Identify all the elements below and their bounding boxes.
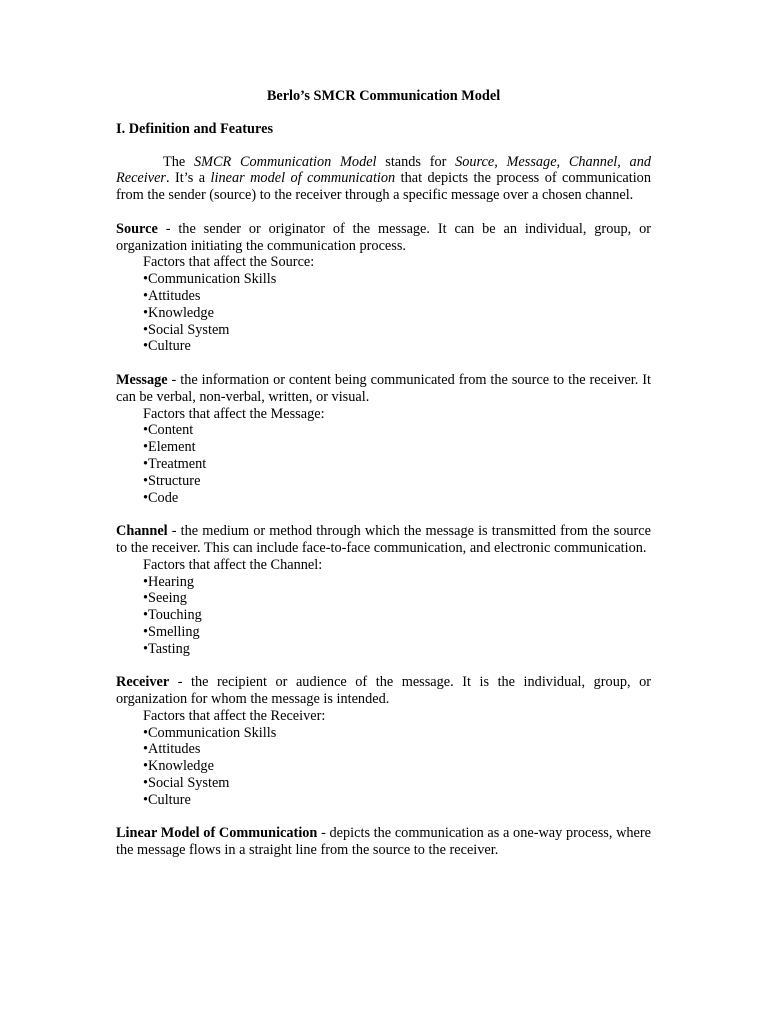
factor-item: •Knowledge (143, 758, 214, 775)
factor-item: •Social System (143, 321, 230, 338)
factor-item: •Treatment (143, 455, 207, 472)
factors-list-channel (116, 557, 651, 658)
intro-text: The (163, 153, 194, 170)
term-description: - the sender or originator of the message. It can be an individual, group, or organization initiating the communication process. (116, 220, 651, 254)
term-description: - the information or content being communicated from the source to the receiver. It can be verbal, non-verbal, written, or visual. (116, 371, 651, 405)
factors-label: Factors that affect the Message: (143, 405, 325, 422)
factor-item: •Content (143, 422, 194, 439)
factor-item: •Touching (143, 607, 202, 624)
factor-item: •Attitudes (143, 741, 201, 758)
section-heading: I. Definition and Features (116, 120, 274, 137)
document-title: Berlo’s SMCR Communication Model (266, 88, 501, 104)
factor-item: •Structure (143, 472, 201, 489)
intro-paragraph (116, 154, 651, 204)
factor-item: •Code (143, 489, 179, 506)
intro-text: stands for (376, 153, 456, 170)
factor-item: •Culture (143, 791, 191, 808)
term-definition-source (116, 221, 651, 255)
term-description: - depicts the communication as a one-way process, where the message flows in a straight line from the source to the receiver. (116, 825, 651, 859)
term-name: Message (116, 371, 168, 388)
factors-label: Factors that affect the Source: (143, 254, 315, 271)
factor-item: •Social System (143, 775, 230, 792)
factor-item: •Tasting (143, 640, 190, 657)
factor-item: •Smelling (143, 623, 200, 640)
intro-text: that depicts the process of communication from the sender (source) to the receiver through a specific message over a chosen channel. (116, 170, 651, 204)
term-name: Linear Model of Communication (116, 825, 318, 842)
term-description: - the recipient or audience of the message. It is the individual, group, or organization for whom the message is intended. (116, 674, 651, 708)
term-name: Channel (116, 523, 168, 540)
factor-item: •Hearing (143, 573, 195, 590)
term-name: Receiver (116, 674, 170, 691)
factor-item: •Seeing (143, 590, 187, 607)
intro-emphasis: linear model of communication (210, 170, 396, 187)
intro-text: . It’s a (166, 170, 211, 187)
term-definition-linear-model (116, 825, 651, 859)
intro-emphasis: SMCR Communication Model (193, 153, 377, 170)
term-definition-receiver (116, 674, 651, 708)
factor-item: •Knowledge (143, 304, 214, 321)
factor-item: •Communication Skills (143, 724, 277, 741)
intro-emphasis: Source, Message, Channel, and Receiver (116, 153, 651, 187)
document-page (116, 88, 651, 859)
term-definition-message (116, 372, 651, 406)
factors-label: Factors that affect the Receiver: (143, 707, 326, 724)
factors-list-source (116, 254, 651, 355)
factor-item: •Communication Skills (143, 271, 277, 288)
term-definition-channel (116, 523, 651, 557)
factor-item: •Attitudes (143, 287, 201, 304)
term-description: - the medium or method through which the message is transmitted from the source to the receiver. This can include face-to-face communication, and electronic communication. (116, 523, 651, 556)
factors-label: Factors that affect the Channel: (143, 556, 323, 573)
factors-list-message (116, 406, 651, 507)
term-name: Source (116, 220, 158, 237)
factor-item: •Culture (143, 338, 191, 355)
factor-item: •Element (143, 439, 196, 456)
factors-list-receiver (116, 708, 651, 809)
